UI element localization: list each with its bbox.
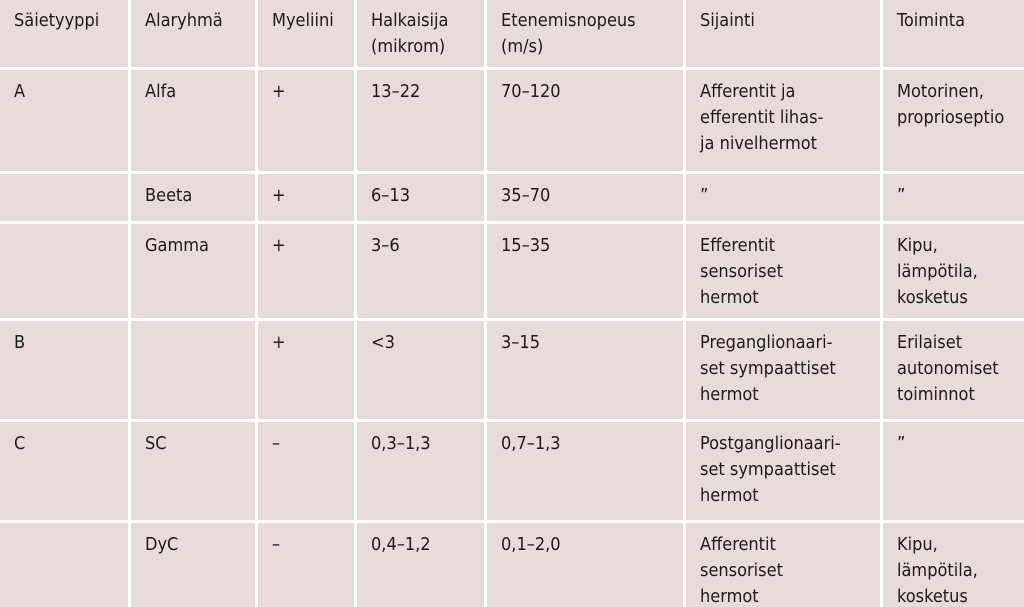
table-cell: ” — [686, 174, 880, 221]
header-cell-etenemisnopeus: Etenemisnopeus (m/s) — [487, 0, 683, 67]
table-cell: 0,1–2,0 — [487, 523, 683, 607]
table-cell: Motorinen, proprioseptio — [883, 70, 1024, 171]
table-cell: – — [258, 422, 354, 520]
table-cell: – — [258, 523, 354, 607]
table-cell: A — [0, 70, 128, 171]
table-cell: Alfa — [131, 70, 255, 171]
table-cell: + — [258, 70, 354, 171]
table-cell: Efferentit sensoriset hermot — [686, 224, 880, 318]
table-cell — [131, 321, 255, 419]
table-cell: DyC — [131, 523, 255, 607]
table-cell: Kipu, lämpötila, kosketus — [883, 224, 1024, 318]
table-cell: Afferentit ja efferentit lihas- ja nivelhermot — [686, 70, 880, 171]
header-cell-toiminta: Toiminta — [883, 0, 1024, 67]
table-cell: 15–35 — [487, 224, 683, 318]
table-cell — [0, 224, 128, 318]
table-cell: ” — [883, 174, 1024, 221]
table-cell: 0,7–1,3 — [487, 422, 683, 520]
table-cell: Afferentit sensoriset hermot — [686, 523, 880, 607]
table-cell: 3–6 — [357, 224, 484, 318]
table-cell: Erilaiset autonomiset toiminnot — [883, 321, 1024, 419]
table-cell: + — [258, 224, 354, 318]
table-cell: + — [258, 174, 354, 221]
table-cell — [0, 174, 128, 221]
header-cell-myeliini: Myeliini — [258, 0, 354, 67]
table-cell: SC — [131, 422, 255, 520]
table-cell — [0, 523, 128, 607]
header-cell-alaryhma: Alaryhmä — [131, 0, 255, 67]
table-cell: C — [0, 422, 128, 520]
table-cell: 0,3–1,3 — [357, 422, 484, 520]
header-cell-sijainti: Sijainti — [686, 0, 880, 67]
table-cell: Kipu, lämpötila, kosketus — [883, 523, 1024, 607]
table-cell: 35–70 — [487, 174, 683, 221]
table-cell: Gamma — [131, 224, 255, 318]
table-cell: ” — [883, 422, 1024, 520]
table-cell: Beeta — [131, 174, 255, 221]
table-cell: Postganglionaari- set sympaattiset hermot — [686, 422, 880, 520]
table-cell: + — [258, 321, 354, 419]
table-cell: 0,4–1,2 — [357, 523, 484, 607]
table-cell: Preganglionaari- set sympaattiset hermot — [686, 321, 880, 419]
header-cell-saietyyppi: Säietyyppi — [0, 0, 128, 67]
table-cell: B — [0, 321, 128, 419]
table-cell: 6–13 — [357, 174, 484, 221]
table-cell: 70–120 — [487, 70, 683, 171]
table-cell: 3–15 — [487, 321, 683, 419]
table-cell: <3 — [357, 321, 484, 419]
table-cell: 13–22 — [357, 70, 484, 171]
header-cell-halkaisija: Halkaisija (mikrom) — [357, 0, 484, 67]
